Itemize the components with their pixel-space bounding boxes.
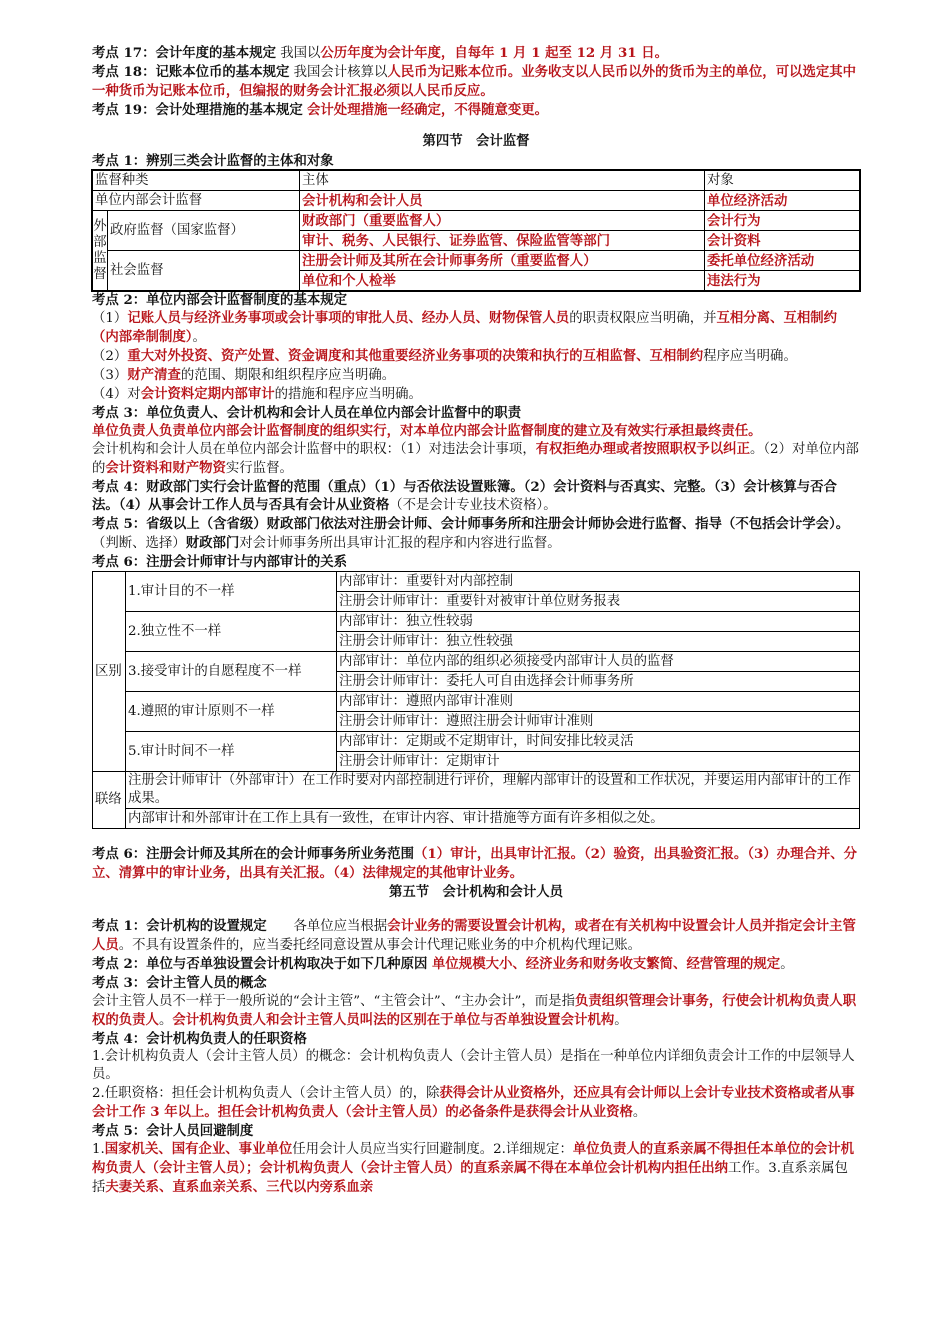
social-subject-2: 单位和个人检举 (300, 271, 705, 291)
diff-item-3: 3.接受审计的自愿程度不一样 (126, 652, 337, 692)
diff-3-cpa: 注册会计师审计：委托人可自由选择会计师事务所 (337, 672, 860, 692)
section-4-title: 第四节 会计监督 (422, 133, 530, 149)
s4-point-5: 考点 5：省级以上（含省级）财政部门依法对注册会计师、会计师事务所和注册会计师协会进行监督、指导（不包括会计学会）。（判断、选择）财政部门对会计师事务所出具审计汇报的程序和内容进行监督。 (92, 516, 850, 551)
diff-label: 区别 (93, 572, 126, 772)
s4-point-2-item-3: （3）财产清查的范围、期限和组织程序应当明确。 (92, 367, 396, 383)
s4-point-6: 考点 6：注册会计师审计与内部审计的关系 (92, 554, 348, 570)
gov-subject-1: 财政部门（重要监督人） (300, 211, 705, 231)
social-label: 社会监督 (108, 251, 300, 291)
diff-2-internal: 内部审计：独立性较弱 (337, 612, 860, 632)
s5-point-1: 考点 1：会计机构的设置规定 各单位应当根据会计业务的需要设置会计机构，或者在有关机构中设置会计人员并指定会计主管人员。不具有设置条件的，应当委托经同意设置从事会计代理记账业务的中介机构代理记账。 (92, 918, 856, 953)
internal-object: 单位经济活动 (705, 191, 860, 211)
link-label: 联络 (93, 772, 126, 829)
s4-point-2-item-4: （4）对会计资料定期内部审计的措施和程序应当明确。 (92, 386, 422, 402)
s4-point-2: 考点 2：单位内部会计监督制度的基本规定 (92, 292, 348, 308)
diff-1-internal: 内部审计：重要针对内部控制 (337, 572, 860, 592)
s5-point-4: 考点 4：会计机构负责人的任职资格 (92, 1031, 307, 1047)
point-17: 考点 17：会计年度的基本规定 我国以公历年度为会计年度，自每年 1 月 1 起至 12 月 31 日。 (92, 45, 669, 61)
diff-4-cpa: 注册会计师审计：遵照注册会计师审计准则 (337, 712, 860, 732)
gov-subject-2: 审计、税务、人民银行、证券监管、保险监管等部门 (300, 231, 705, 251)
s4-point-1: 考点 1：辨别三类会计监督的主体和对象 (92, 153, 334, 169)
s5-point-5: 考点 5：会计人员回避制度 (92, 1123, 254, 1139)
s4-point-3-resp: 单位负责人负责单位内部会计监督制度的组织实行，对本单位内部会计监督制度的建立及有效实行承担最终责任。 (92, 423, 762, 439)
internal-subject: 会计机构和会计人员 (300, 191, 705, 211)
gov-object-1: 会计行为 (705, 211, 860, 231)
diff-5-internal: 内部审计：定期或不定期审计，时间安排比较灵活 (337, 732, 860, 752)
s4-point-2-item-1: （1）记账人员与经济业务事项或会计事项的审批人员、经办人员、财物保管人员的职责权限应当明确，并互相分离、互相制约（内部牵制制度）。 (92, 310, 838, 345)
point-19: 考点 19：会计处理措施的基本规定 会计处理措施一经确定，不得随意变更。 (92, 102, 549, 118)
s4-point-6b: 考点 6：注册会计师及其所在的会计师事务所业务范围（1）审计，出具审计汇报。（2）验资，出具验资汇报。（3）办理合并、分立、清算中的审计业务，出具有关汇报。（4）法律规定的其他审计业务。 (92, 846, 858, 881)
point-18: 考点 18：记账本位币的基本规定 我国会计核算以人民币为记账本位币。业务收支以人民币以外的货币为主的单位，可以选定其中一种货币为记账本位币，但编报的财务会计汇报必须以人民币反应。 (92, 64, 857, 99)
diff-2-cpa: 注册会计师审计：独立性较强 (337, 632, 860, 652)
s4-point-3-powers: 会计机构和会计人员在单位内部会计监督中的职权：（1）对违法会计事项，有权拒绝办理或者按照职权予以纠正。（2）对单位内部的会计资料和财产物资实行监督。 (92, 441, 859, 476)
supervision-table (92, 170, 860, 291)
diff-item-2: 2.独立性不一样 (126, 612, 337, 652)
link-1: 注册会计师审计（外部审计）在工作时要对内部控制进行评价，理解内部审计的设置和工作状况，并要运用内部审计的工作成果。 (126, 772, 860, 809)
diff-item-4: 4.遵照的审计原则不一样 (126, 692, 337, 732)
th-subject: 主体 (300, 171, 705, 191)
diff-3-internal: 内部审计：单位内部的组织必须接受内部审计人员的监督 (337, 652, 860, 672)
s5-point-5-body: 1.国家机关、国有企业、事业单位任用会计人员应当实行回避制度。2.详细规定：单位负责人的直系亲属不得担任本单位的会计机构负责人（会计主管人员）；会计机构负责人（会计主管人员）的直系亲属不得在本单位会计机构内担任出纳工作。3.直系亲属包括夫妻关系、直系血亲关系、三代以内旁系血亲 (92, 1141, 855, 1195)
gov-object-2: 会计资料 (705, 231, 860, 251)
s4-point-2-item-2: （2）重大对外投资、资产处置、资金调度和其他重要经济业务事项的决策和执行的互相监督、互相制约程序应当明确。 (92, 348, 797, 364)
social-subject-1: 注册会计师及其所在会计师事务所（重要监督人） (300, 251, 705, 271)
s5-point-3-body: 会计主管人员不一样于一般所说的“会计主管”、“主管会计”、“主办会计”，而是指负责组织管理会计事务，行使会计机构负责人职权的负责人。会计机构负责人和会计主管人员叫法的区别在于单位与否单独设置会计机构。 (92, 993, 857, 1028)
th-object: 对象 (705, 171, 860, 191)
s4-point-3: 考点 3：单位负责人、会计机构和会计人员在单位内部会计监督中的职责 (92, 405, 522, 421)
spacer (92, 829, 860, 845)
gov-label: 政府监督（国家监督） (108, 211, 300, 251)
diff-item-1: 1.审计目的不一样 (126, 572, 337, 612)
diff-5-cpa: 注册会计师审计：定期审计 (337, 752, 860, 772)
s5-point-3: 考点 3：会计主管人员的概念 (92, 975, 267, 991)
diff-item-5: 5.审计时间不一样 (126, 732, 337, 772)
social-object-1: 委托单位经济活动 (705, 251, 860, 271)
s4-point-4: 考点 4：财政部门实行会计监督的范围（重点）（1）与否依法设置账簿。（2）会计资料与否真实、完整。（3）会计核算与否合法。（4）从事会计工作人员与否具有会计从业资格（不是会计专业技术资格）。 (92, 479, 837, 513)
diff-4-internal: 内部审计：遵照内部审计准则 (337, 692, 860, 712)
s5-point-2: 考点 2：单位与否单独设置会计机构取决于如下几种原因 单位规模大小、经济业务和财务收支繁简、经营管理的规定。 (92, 956, 794, 972)
social-object-2: 违法行为 (705, 271, 860, 291)
th-type: 监督种类 (93, 171, 300, 191)
diff-1-cpa: 注册会计师审计：重要针对被审计单位财务报表 (337, 592, 860, 612)
link-2: 内部审计和外部审计在工作上具有一致性，在审计内容、审计措施等方面有许多相似之处。 (126, 809, 860, 829)
audit-relation-table (92, 571, 860, 829)
section-5-title: 第五节 会计机构和会计人员 (388, 884, 564, 900)
document-page (92, 44, 860, 1197)
s5-point-4-item-1: 1.会计机构负责人（会计主管人员）的概念：会计机构负责人（会计主管人员）是指在一种单位内详细负责会计工作的中层领导人员。 (92, 1049, 855, 1082)
external-label: 外部监督 (93, 211, 108, 291)
internal-label: 单位内部会计监督 (93, 191, 300, 211)
s5-point-4-item-2: 2.任职资格：担任会计机构负责人（会计主管人员）的，除获得会计从业资格外，还应具有会计师以上会计专业技术资格或者从事会计工作 3 年以上。担任会计机构负责人（会计主管人员）的必备条件是获得会计从业资格。 (92, 1085, 855, 1120)
